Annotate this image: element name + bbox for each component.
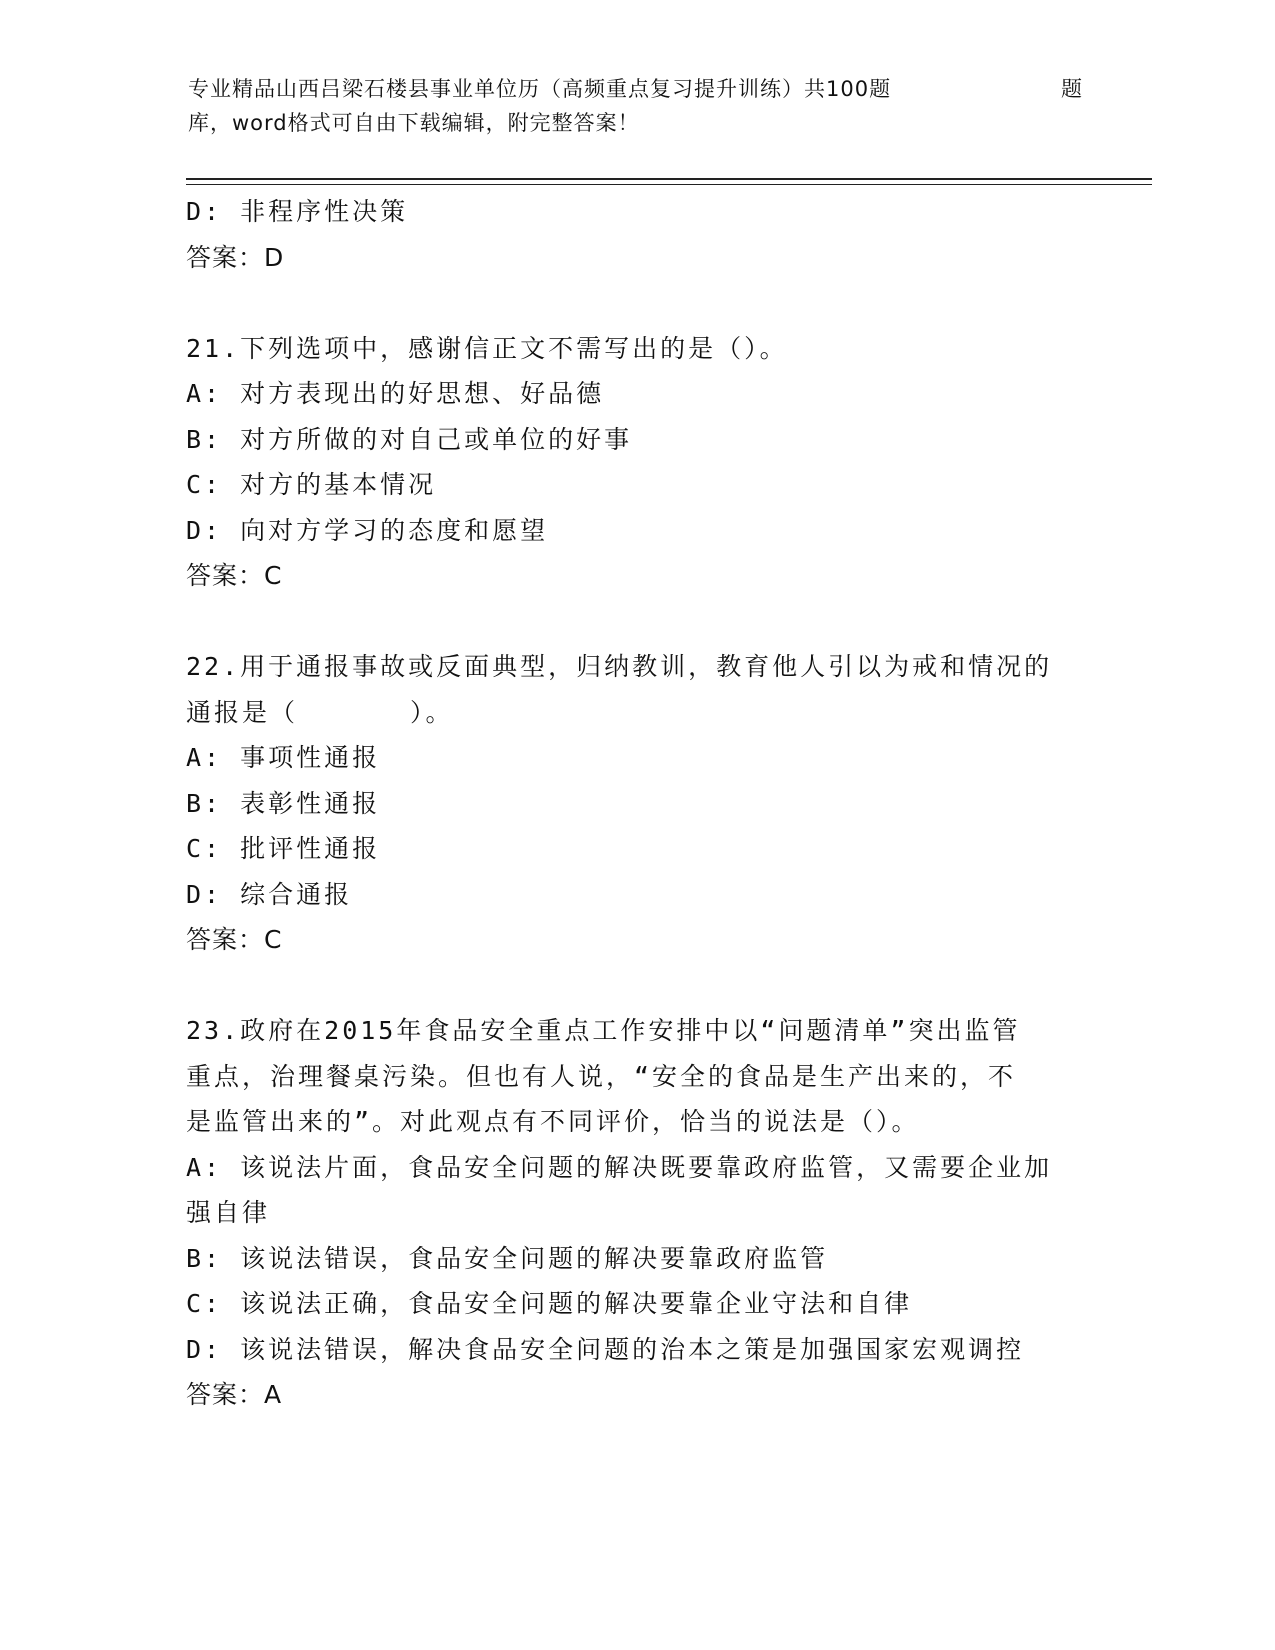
spacer: [186, 963, 1086, 1009]
spacer: [186, 599, 1086, 645]
question-21-answer: 答案：C: [186, 561, 283, 590]
spacer: [186, 280, 1086, 326]
header-title-wrap: 题: [1061, 77, 1083, 101]
question-23-option-a-line-2: 强自律: [186, 1198, 271, 1227]
question-23-title-line-2: 重点，治理餐桌污染。但也有人说，“安全的食品是生产出来的，不: [186, 1061, 1017, 1091]
question-content: [186, 189, 1086, 1418]
question-22-answer: 答案：C: [186, 925, 283, 954]
question-23-answer: 答案：A: [186, 1380, 283, 1409]
question-22-title-line-2: 通报是（ ）。: [186, 697, 454, 727]
header-line-1: [188, 72, 1083, 106]
question-22-option-d: D: 综合通报: [186, 879, 353, 909]
question-22-option-c: C: 批评性通报: [186, 834, 381, 863]
question-21-option-a: A: 对方表现出的好思想、好品德: [186, 379, 605, 408]
question-21-option-d: D: 向对方学习的态度和愿望: [186, 515, 549, 545]
header-divider-thick: [186, 178, 1152, 180]
question-23-option-d: D: 该说法错误，解决食品安全问题的治本之策是加强国家宏观调控: [186, 1334, 1025, 1364]
header-title: 专业精品山西吕梁石楼县事业单位历（高频重点复习提升训练）共100题: [188, 77, 892, 101]
question-23: [186, 1008, 1086, 1418]
question-23-option-b: B: 该说法错误，食品安全问题的解决要靠政府监管: [186, 1243, 829, 1273]
question-23-option-a-line-1: A: 该说法片面，食品安全问题的解决既要靠政府监管，又需要企业加: [186, 1152, 1053, 1182]
question-22-option-b: B: 表彰性通报: [186, 788, 381, 818]
question-23-title-line-1: 23.政府在2015年食品安全重点工作安排中以“问题清单”突出监管: [186, 1016, 1021, 1045]
question-21-option-b: B: 对方所做的对自己或单位的好事: [186, 424, 633, 454]
prev-option-d: D: 非程序性决策: [186, 197, 409, 226]
question-21-option-c: C: 对方的基本情况: [186, 470, 437, 499]
question-21-title: 21.下列选项中，感谢信正文不需写出的是（）。: [186, 333, 788, 363]
question-22: [186, 644, 1086, 963]
question-23-option-c: C: 该说法正确，食品安全问题的解决要靠企业守法和自律: [186, 1289, 913, 1318]
header-subtitle: 库，word格式可自由下载编辑，附完整答案！: [188, 111, 640, 135]
question-22-option-a: A: 事项性通报: [186, 743, 381, 772]
question-22-title-line-1: 22.用于通报事故或反面典型，归纳教训，教育他人引以为戒和情况的: [186, 652, 1053, 681]
question-23-title-line-3: 是监管出来的”。对此观点有不同评价，恰当的说法是（）。: [186, 1107, 920, 1136]
header-divider-thin: [186, 184, 1152, 185]
page-header: [188, 72, 1088, 140]
question-21: [186, 326, 1086, 599]
prev-answer: 答案：D: [186, 242, 285, 272]
